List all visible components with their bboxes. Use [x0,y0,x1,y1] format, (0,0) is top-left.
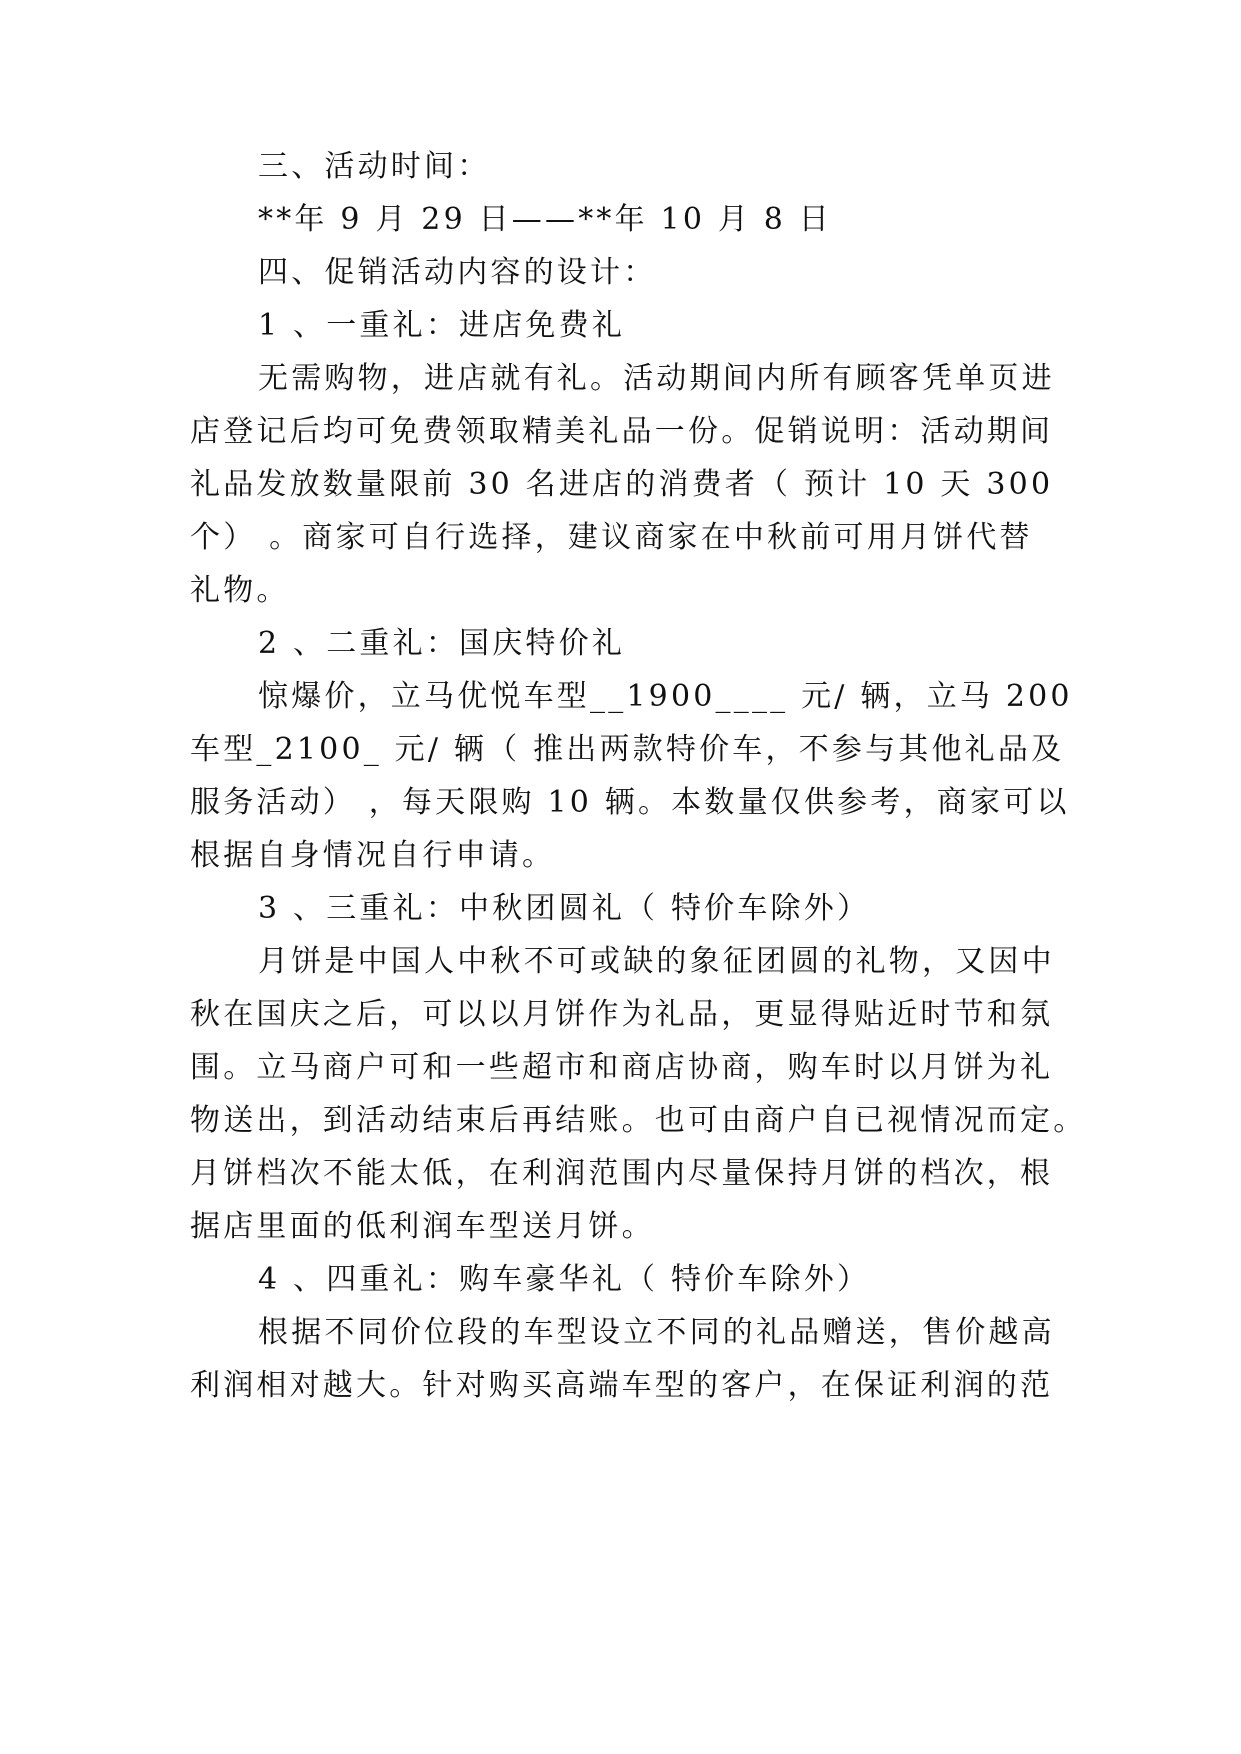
gift1-para-line: 无需购物，进店就有礼。活动期间内所有顾客凭单页进 [258,361,1055,396]
gift3-heading: 3 、三重礼：中秋团圆礼（ 特价车除外） [258,891,871,926]
gift1-para-line: 个） 。商家可自行选择，建议商家在中秋前可用月饼代替 [190,520,1033,555]
gift2-para-line: 惊爆价，立马优悦车型__1900____ 元/ 辆，立马 200 [258,679,1073,714]
gift2-para-line: 服务活动） ，每天限购 10 辆。本数量仅供参考，商家可以 [190,785,1070,820]
gift3-para-line: 秋在国庆之后，可以以月饼作为礼品，更显得贴近时节和氛 [190,997,1054,1032]
gift4-heading: 4 、四重礼：购车豪华礼（ 特价车除外） [258,1262,871,1297]
gift3-para-line: 围。立马商户可和一些超市和商店协商，购车时以月饼为礼 [190,1050,1054,1085]
section3-heading: 三、活动时间： [258,149,491,184]
gift1-para-line: 店登记后均可免费领取精美礼品一份。促销说明：活动期间 [190,414,1054,449]
gift3-para-line: 物送出，到活动结束后再结账。也可由商户自已视情况而定。 [190,1103,1087,1138]
gift2-para-line: 根据自身情况自行申请。 [190,838,556,873]
activity-dates: **年 9 月 29 日——**年 10 月 8 日 [258,202,833,237]
gift2-heading: 2 、二重礼：国庆特价礼 [258,626,626,661]
gift4-para-line: 根据不同价位段的车型设立不同的礼品赠送，售价越高 [258,1315,1055,1350]
gift1-para-line: 礼品发放数量限前 30 名进店的消费者（ 预计 10 天 300 [190,467,1054,502]
section4-heading: 四、促销活动内容的设计： [258,255,657,290]
gift1-heading: 1 、一重礼：进店免费礼 [258,308,626,343]
gift2-para-line: 车型_2100_ 元/ 辆（ 推出两款特价车，不参与其他礼品及 [190,732,1065,767]
gift4-para-line: 利润相对越大。针对购买高端车型的客户，在保证利润的范 [190,1368,1054,1403]
gift3-para-line: 月饼是中国人中秋不可或缺的象征团圆的礼物，又因中 [258,944,1055,979]
gift3-para-line: 据店里面的低利润车型送月饼。 [190,1209,655,1244]
gift1-para-line: 礼物。 [190,573,290,608]
gift3-para-line: 月饼档次不能太低，在利润范围内尽量保持月饼的档次，根 [190,1156,1054,1191]
